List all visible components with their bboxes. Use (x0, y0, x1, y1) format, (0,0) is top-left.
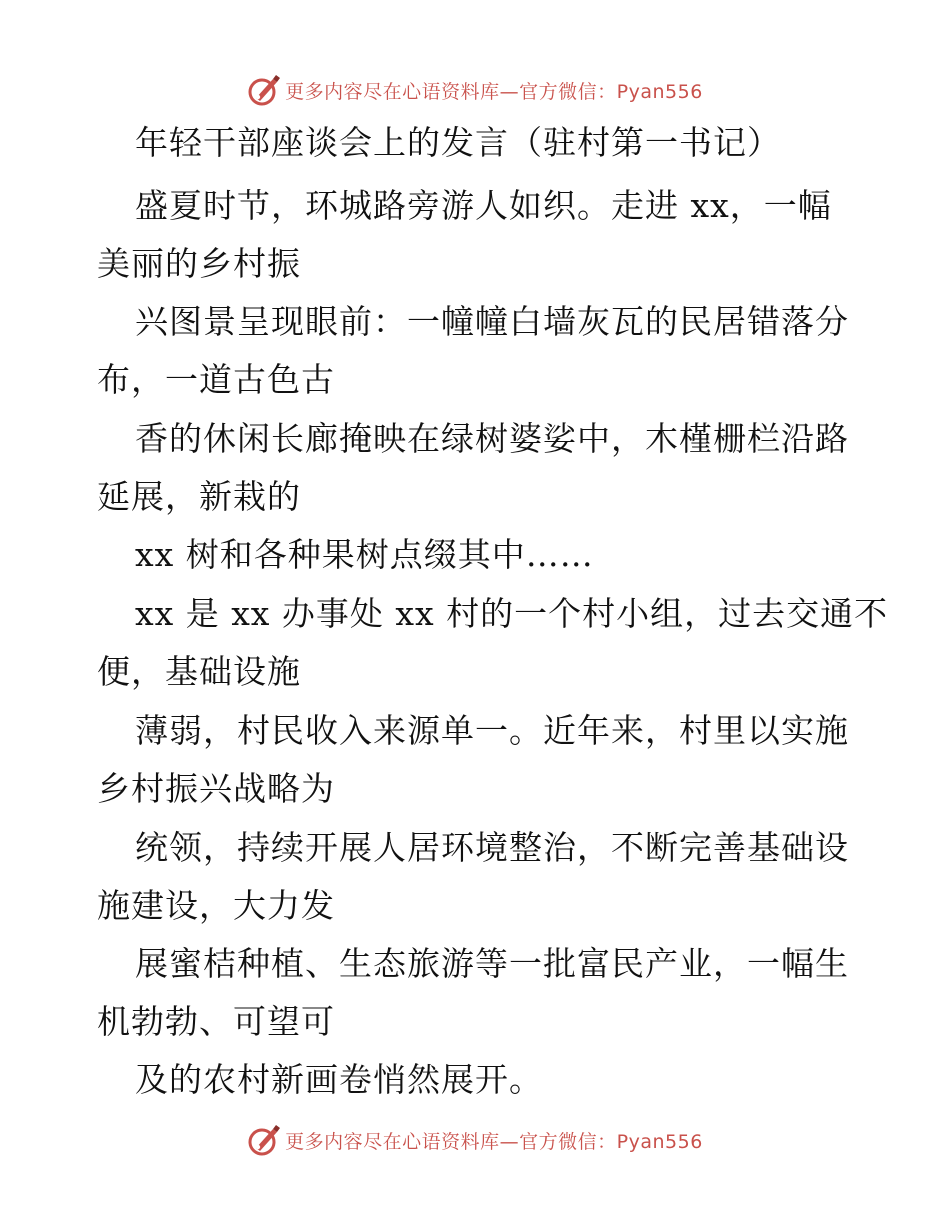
paragraph-line: 统领，持续开展人居环境整治，不断完善基础设 (135, 828, 849, 867)
paragraph-line: 机勃勃、可望可 (97, 1002, 335, 1041)
paragraph-line: 展蜜桔种植、生态旅游等一批富民产业，一幅生 (135, 944, 849, 983)
paragraph-line: 施建设，大力发 (97, 886, 335, 925)
paragraph-line: 延展，新栽的 (97, 477, 301, 516)
watermark-text: 更多内容尽在心语资料库—官方微信：Pyan556 (285, 80, 703, 103)
paragraph-line: 薄弱，村民收入来源单一。近年来，村里以实施 (135, 711, 849, 750)
document-title: 年轻干部座谈会上的发言（驻村第一书记） (135, 123, 781, 162)
pen-seal-logo-icon (247, 73, 281, 107)
watermark-text: 更多内容尽在心语资料库—官方微信：Pyan556 (285, 1130, 703, 1153)
paragraph-line: 美丽的乡村振 (97, 244, 301, 283)
paragraph-line: 及的农村新画卷悄然展开。 (135, 1060, 543, 1099)
paragraph-line: 乡村振兴战略为 (97, 769, 335, 808)
paragraph-line: 香的休闲长廊掩映在绿树婆娑中，木槿栅栏沿路 (135, 419, 849, 458)
footer-watermark (0, 1120, 950, 1160)
paragraph-line: 盛夏时节，环城路旁游人如织。走进 xx，一幅 (135, 186, 832, 225)
paragraph-line: xx 是 xx 办事处 xx 村的一个村小组，过去交通不 (135, 594, 889, 633)
paragraph-line: 便，基础设施 (97, 652, 301, 691)
pen-seal-logo-icon (247, 1123, 281, 1157)
paragraph-line: xx 树和各种果树点缀其中…… (135, 535, 594, 574)
paragraph-line: 兴图景呈现眼前：一幢幢白墙灰瓦的民居错落分 (135, 302, 849, 341)
paragraph-line: 布，一道古色古 (97, 360, 335, 399)
header-watermark (0, 70, 950, 110)
